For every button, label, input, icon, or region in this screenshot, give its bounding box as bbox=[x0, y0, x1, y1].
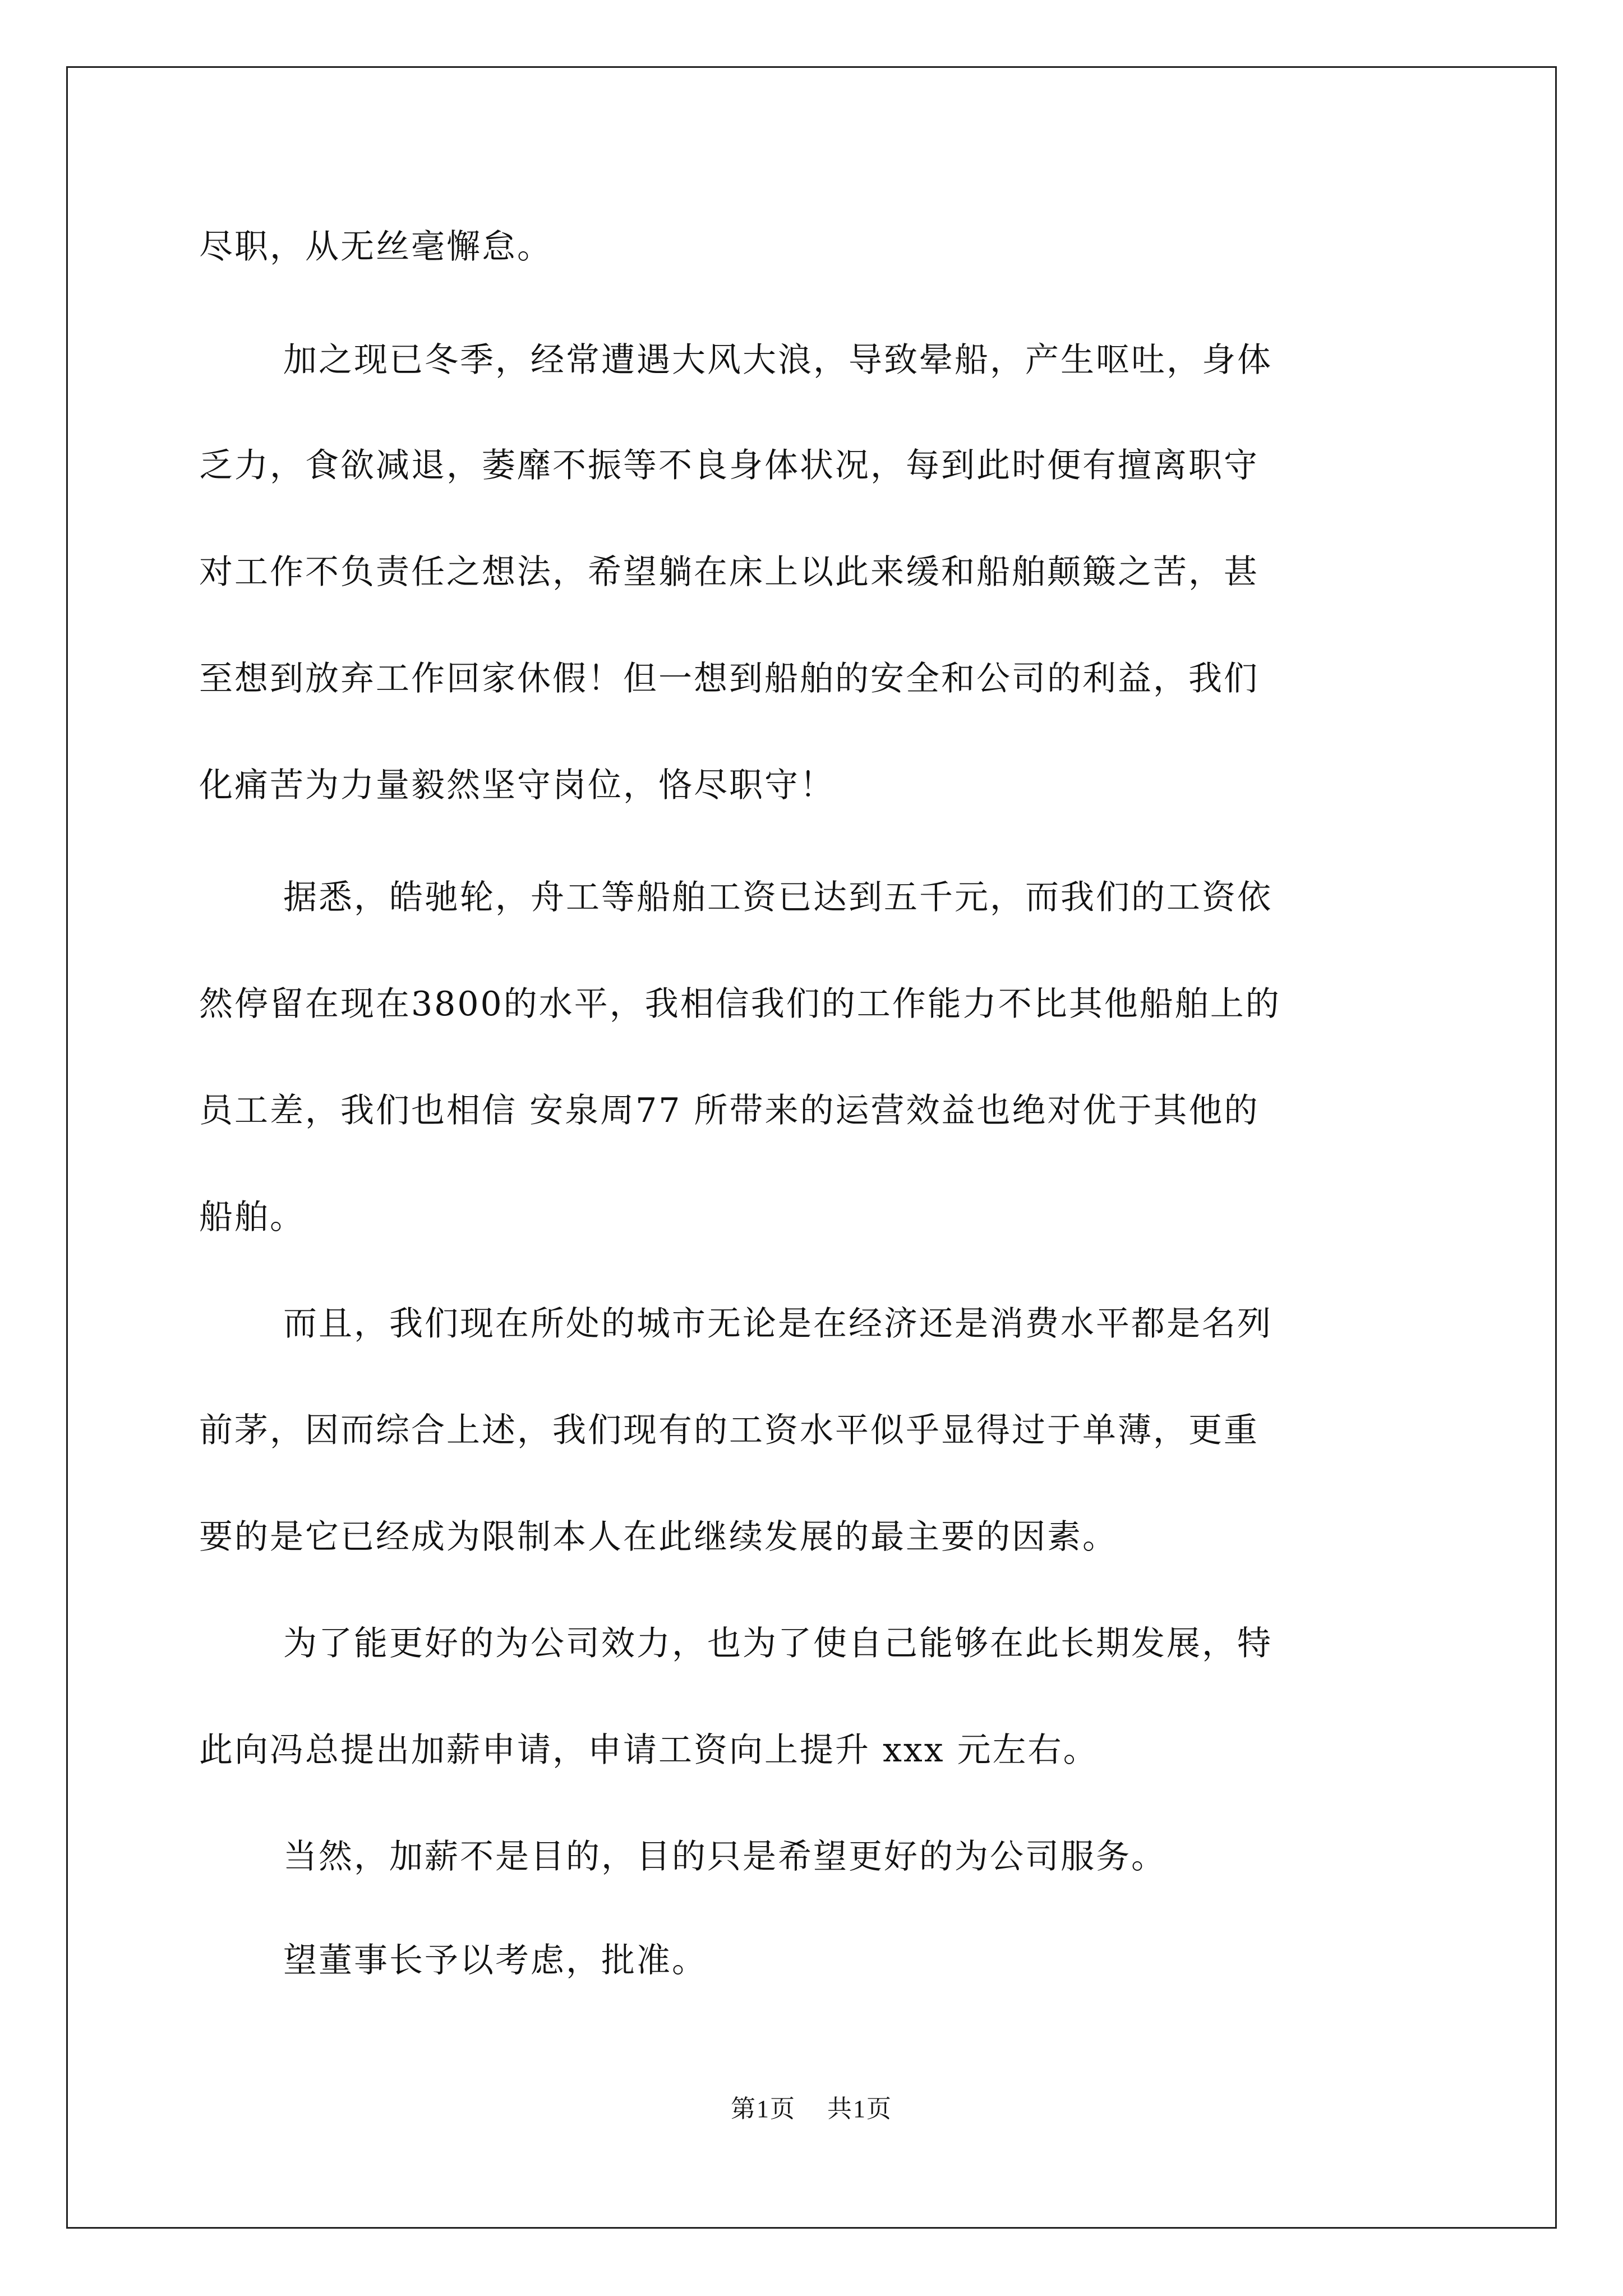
paragraph-first-line: 望董事长予以考虑，批准。 bbox=[283, 1941, 707, 1980]
page-total: 共1页 bbox=[827, 2095, 892, 2123]
paragraph-first-line: 而且，我们现在所处的城市无论是在经济还是消费水平都是名列 bbox=[283, 1304, 1272, 1343]
text-line: 员工差，我们也相信 安泉周77 所带来的运营效益也绝对优于其他的 bbox=[199, 1091, 1260, 1130]
paragraph-first-line: 为了能更好的为公司效力，也为了使自己能够在此长期发展，特 bbox=[283, 1624, 1272, 1663]
text-line: 对工作不负责任之想法，希望躺在床上以此来缓和船舶颠簸之苦，甚 bbox=[199, 553, 1259, 592]
paragraph-first-line: 据悉，皓驰轮，舟工等船舶工资已达到五千元，而我们的工资依 bbox=[283, 878, 1272, 917]
text-line: 前茅，因而综合上述，我们现有的工资水平似乎显得过于单薄，更重 bbox=[199, 1411, 1259, 1450]
text-line: 尽职，从无丝毫懈怠。 bbox=[199, 227, 552, 266]
text-line: 至想到放弃工作回家休假！但一想到船舶的安全和公司的利益，我们 bbox=[199, 659, 1259, 698]
text-line: 船舶。 bbox=[199, 1198, 305, 1237]
text-line: 乏力，食欲减退，萎靡不振等不良身体状况，每到此时便有擅离职守 bbox=[199, 446, 1259, 485]
text-line: 此向冯总提出加薪申请，申请工资向上提升 xxx 元左右。 bbox=[199, 1731, 1099, 1770]
page-number: 第1页 bbox=[731, 2095, 796, 2123]
page-footer bbox=[0, 2092, 1623, 2126]
paragraph-first-line: 当然，加薪不是目的，目的只是希望更好的为公司服务。 bbox=[283, 1837, 1166, 1876]
text-line: 要的是它已经成为限制本人在此继续发展的最主要的因素。 bbox=[199, 1517, 1118, 1557]
text-line: 然停留在现在3800的水平，我相信我们的工作能力不比其他船舶上的 bbox=[199, 984, 1281, 1024]
paragraph-first-line: 加之现已冬季，经常遭遇大风大浪，导致晕船，产生呕吐，身体 bbox=[283, 341, 1272, 380]
text-line: 化痛苦为力量毅然坚守岗位，恪尽职守！ bbox=[199, 766, 835, 805]
